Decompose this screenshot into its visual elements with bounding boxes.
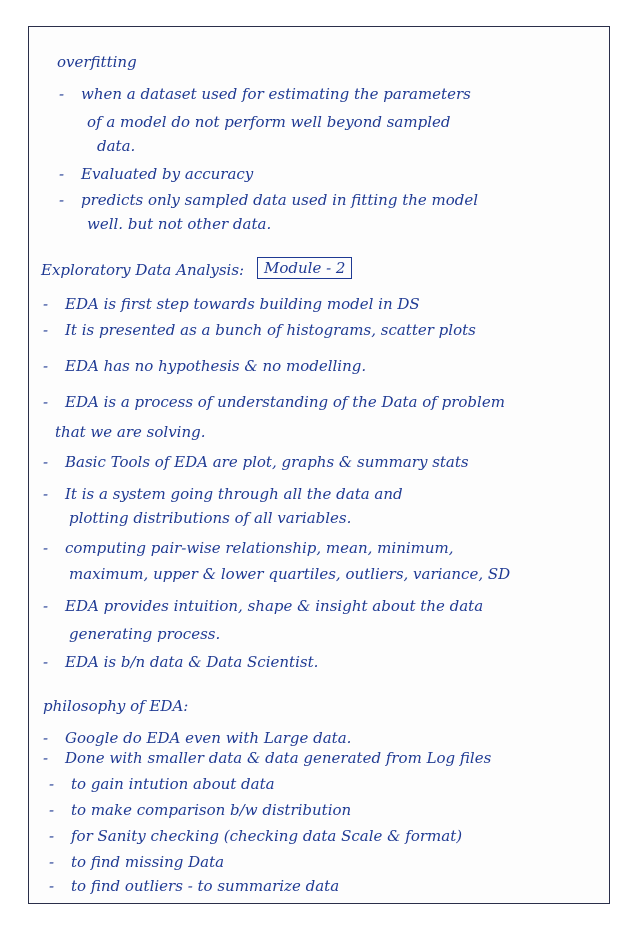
module-title: Module - 2 (257, 257, 352, 279)
philosophy-heading: philosophy of EDA: (43, 697, 189, 715)
list-item: - Evaluated by accuracy (59, 165, 254, 183)
list-item: - EDA is a process of understanding of the Data of problem (43, 393, 505, 411)
list-item-continuation: data. (97, 137, 136, 155)
list-item-continuation: of a model do not perform well beyond sampled (87, 113, 451, 131)
list-item: - EDA provides intuition, shape & insight about the data (43, 597, 484, 615)
list-item: - Google do EDA even with Large data. (43, 729, 352, 747)
list-item: - to gain intution about data (49, 775, 275, 793)
list-item: - EDA is b/n data & Data Scientist. (43, 653, 319, 671)
list-item: - EDA has no hypothesis & no modelling. (43, 357, 367, 375)
notebook-page (28, 26, 610, 904)
list-item: - Done with smaller data & data generated from Log files (43, 749, 492, 767)
list-item-continuation: generating process. (69, 625, 221, 643)
list-item: - EDA is first step towards building model in DS (43, 295, 420, 313)
list-item: - Basic Tools of EDA are plot, graphs & summary stats (43, 453, 469, 471)
list-item-continuation: that we are solving. (55, 423, 206, 441)
list-item: - to find outliers - to summarize data (49, 877, 340, 895)
overfitting-heading: overfitting (57, 53, 137, 71)
eda-heading: Exploratory Data Analysis: (41, 261, 245, 279)
list-item: - computing pair-wise relationship, mean, minimum, (43, 539, 454, 557)
list-item-continuation: maximum, upper & lower quartiles, outliers, variance, SD (69, 565, 511, 583)
list-item: - It is a system going through all the data and (43, 485, 403, 503)
list-item-continuation: well. but not other data. (87, 215, 272, 233)
list-item: - to find missing Data (49, 853, 225, 871)
list-item: - It is presented as a bunch of histograms, scatter plots (43, 321, 476, 339)
list-item: - predicts only sampled data used in fitting the model (59, 191, 479, 209)
list-item: - to make comparison b/w distribution (49, 801, 352, 819)
list-item-continuation: plotting distributions of all variables. (69, 509, 352, 527)
list-item: - when a dataset used for estimating the parameters (59, 85, 471, 103)
list-item: - for Sanity checking (checking data Scale & format) (49, 827, 463, 845)
